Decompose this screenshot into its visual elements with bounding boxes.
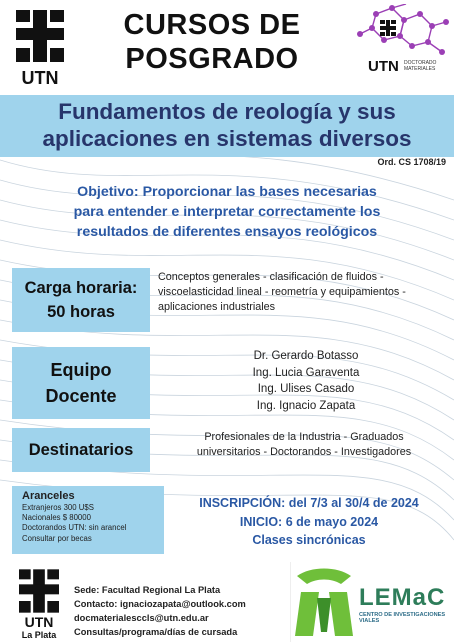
objective-line1: Objetivo: Proporcionar las bases necesarias	[77, 184, 377, 200]
aranceles-box	[12, 486, 164, 554]
contact-info	[74, 583, 284, 639]
carga-text-line3: aplicaciones industriales	[158, 301, 276, 313]
header	[0, 0, 454, 92]
clases-modality: Clases sincrónicas	[252, 533, 366, 547]
utn-logo-left	[12, 6, 68, 88]
footer-logo-sublabel: La Plata	[21, 630, 57, 640]
carga-label-line1: Carga horaria:	[24, 279, 138, 297]
carga-text-line2: viscoelasticidad lineal - reometría y equipamientos -	[158, 286, 406, 298]
lemac-logo	[290, 562, 454, 642]
lemac-brand-text: LEMaC	[359, 584, 446, 611]
lemac-subtitle: CENTRO DE INVESTIGACIONES VIALES	[359, 612, 446, 624]
utn-emblem-icon	[12, 6, 68, 66]
ordinance-reference: Ord. CS 1708/19	[377, 157, 446, 167]
carga-horaria-box	[12, 268, 150, 332]
utn-logo-left-label: UTN	[21, 68, 59, 88]
molecule-network-icon	[346, 4, 450, 60]
arancel-row: Doctorandos UTN: sin arancel	[22, 523, 127, 533]
page-title	[112, 8, 312, 76]
objective-line2: para entender e interpretar correctamente los	[73, 204, 381, 220]
team-member: Ing. Lucia Garaventa	[252, 366, 360, 379]
objective-line3: resultados de diferentes ensayos reológicos	[76, 224, 378, 240]
equipo-label-line2: Docente	[45, 386, 117, 406]
arancel-row: Nacionales $ 80000	[22, 513, 91, 523]
equipo-docente-box	[12, 347, 150, 419]
lemac-emblem-icon	[291, 562, 357, 642]
doctorado-materiales-logo	[346, 4, 450, 88]
course-title-line2: aplicaciones en sistemas diversos	[42, 126, 412, 151]
objective-text	[14, 182, 440, 242]
consultas-text: Consultas/programa/días de cursada	[74, 627, 238, 637]
doctorado-logo-subtext: DOCTORADO MATERIALES	[404, 60, 437, 72]
doctorado-logo-utn-text: UTN	[368, 58, 399, 75]
team-member: Ing. Ulises Casado	[257, 383, 355, 395]
course-title-band	[0, 95, 454, 157]
team-member: Ing. Ignacio Zapata	[256, 399, 356, 412]
utn-emblem-icon	[10, 566, 68, 616]
arancel-row: Consultar por becas	[22, 533, 92, 543]
footer-logo-label: UTN	[24, 614, 54, 630]
course-title-line1: Fundamentos de reología y sus	[58, 99, 396, 124]
course-title	[0, 98, 454, 152]
inscripcion-dates: INSCRIPCIÓN: del 7/3 al 30/4 de 2024	[199, 496, 419, 510]
inscripcion-info	[168, 494, 450, 550]
inicio-date: INICIO: 6 de mayo 2024	[239, 514, 379, 529]
utn-la-plata-logo	[10, 566, 68, 640]
carga-text-line1: Conceptos generales - clasificación de fluidos -	[158, 271, 384, 283]
team-members-list	[166, 348, 446, 414]
carga-label-line2: 50 horas	[47, 303, 115, 321]
destinatarios-box: Destinatarios	[12, 428, 150, 472]
arancel-row: Extranjeros 300 U$S	[22, 503, 94, 512]
secondary-email-link[interactable]: docmaterialesccls@utn.edu.ar	[74, 613, 209, 623]
team-member: Dr. Gerardo Botasso	[253, 350, 359, 362]
aranceles-title: Aranceles	[22, 490, 75, 502]
page-title-line1: CURSOS DE	[123, 9, 301, 41]
page-title-line2: POSGRADO	[125, 43, 299, 75]
destinatarios-line2: universitarios - Doctorandos - Investigadores	[196, 446, 412, 458]
destinatarios-line1: Profesionales de la Industria - Graduados	[204, 431, 404, 443]
sede-text: Sede: Facultad Regional La Plata	[74, 585, 221, 595]
equipo-label-line1: Equipo	[50, 360, 112, 380]
contact-email-link[interactable]: Contacto: ignaciozapata@outlook.com	[74, 599, 246, 609]
destinatarios-text	[160, 430, 448, 460]
carga-contents	[158, 270, 448, 315]
